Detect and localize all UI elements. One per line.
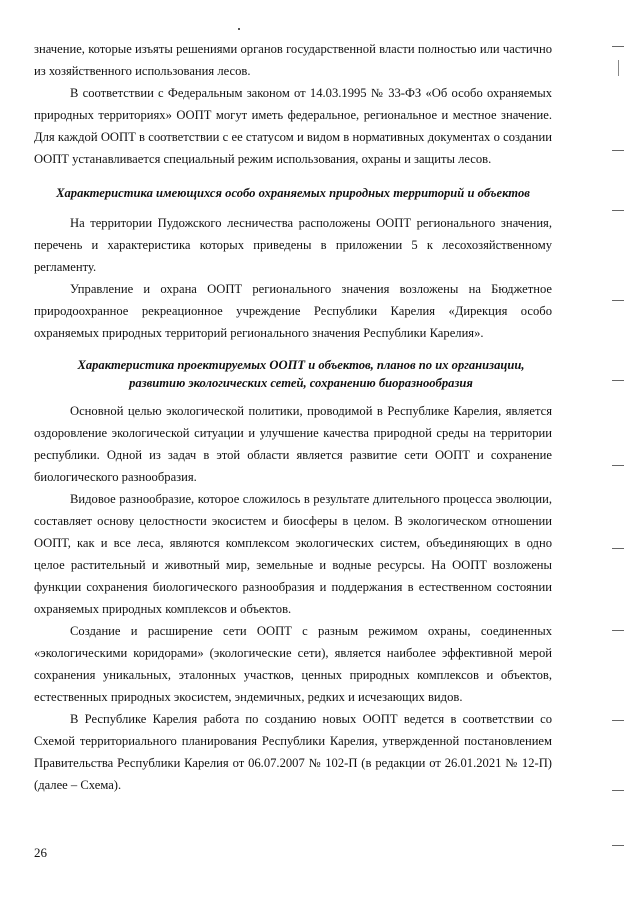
edge-mark (612, 210, 624, 211)
paragraph-continuation: значение, которые изъяты решениями органов государственной власти полностью или частично из хозяйственного использования лесов. (34, 42, 552, 78)
edge-mark (612, 790, 624, 791)
section-heading-existing-oopt: Характеристика имеющихся особо охраняемых природных территорий и объектов (56, 186, 530, 200)
paragraph-network-expansion: Создание и расширение сети ООПТ с разным режимом охраны, соединенных «экологическими коридорами» (экологические сети), является наиболее эффективной мерой сохранения уникальных, эталонных участков, ценных природных комплексов и объектов, естественных природных экосистем, эндемичных, редких и исчезающих видов. (34, 624, 552, 704)
page-number: 26 (34, 845, 47, 860)
edge-mark (612, 300, 624, 301)
edge-mark (618, 60, 619, 76)
edge-mark (612, 630, 624, 631)
edge-mark (612, 720, 624, 721)
edge-mark (612, 465, 624, 466)
paragraph-ecological-policy: Основной целью экологической политики, проводимой в Республике Карелия, является оздоровление экологической ситуации и улучшение качества природной среды на территории республики. Одной из задач в этой области является развитие сети ООПТ и сохранение биологического разнообразия. (34, 404, 552, 484)
scan-speck (238, 28, 240, 30)
paragraph-management: Управление и охрана ООПТ регионального значения возложены на Бюджетное природоохранное рекреационное учреждение Республики Карелия «Дирекция особо охраняемых природных территорий регионального значения Республики Карелия». (34, 282, 552, 340)
page-body (34, 38, 552, 796)
paragraph-karelia-scheme: В Республике Карелия работа по созданию новых ООПТ ведется в соответствии со Схемой территориального планирования Республики Карелия, утвержденной постановлением Правительства Республики Карелия от 06.07.2007 № 102-П (в редакции от 26.01.2021 № 12-П) (далее – Схема). (34, 712, 552, 792)
paragraph-federal-law: В соответствии с Федеральным законом от 14.03.1995 № 33-ФЗ «Об особо охраняемых природных территориях» ООПТ могут иметь федеральное, региональное и местное значение. Для каждой ООПТ в соответствии с ее статусом и видом в нормативных документах о создании ООПТ устанавливается специальный режим использования, охраны и защиты лесов. (34, 86, 552, 166)
section-heading-projected-oopt: Характеристика проектируемых ООПТ и объектов, планов по их организации, развитию экологических сетей, сохранению биоразнообразия (77, 358, 525, 390)
edge-mark (612, 548, 624, 549)
scan-edge-marks (612, 0, 632, 905)
paragraph-species-diversity: Видовое разнообразие, которое сложилось в результате длительного процесса эволюции, составляет основу целостности экосистем и биосферы в целом. В экологическом отношении ООПТ, как и все леса, являются комплексом экологических систем, объединяющих в одно целое растительный и животный мир, земельные и водные ресурсы. На ООПТ возложены функции сохранения биологического разнообразия и поддержания в естественном состоянии охраняемых природных комплексов и объектов. (34, 492, 552, 616)
edge-mark (612, 845, 624, 846)
paragraph-pudozh-forestry: На территории Пудожского лесничества расположены ООПТ регионального значения, перечень и характеристика которых приведены в приложении 5 к лесохозяйственному регламенту. (34, 216, 552, 274)
edge-mark (612, 150, 624, 151)
edge-mark (612, 46, 624, 47)
edge-mark (612, 380, 624, 381)
